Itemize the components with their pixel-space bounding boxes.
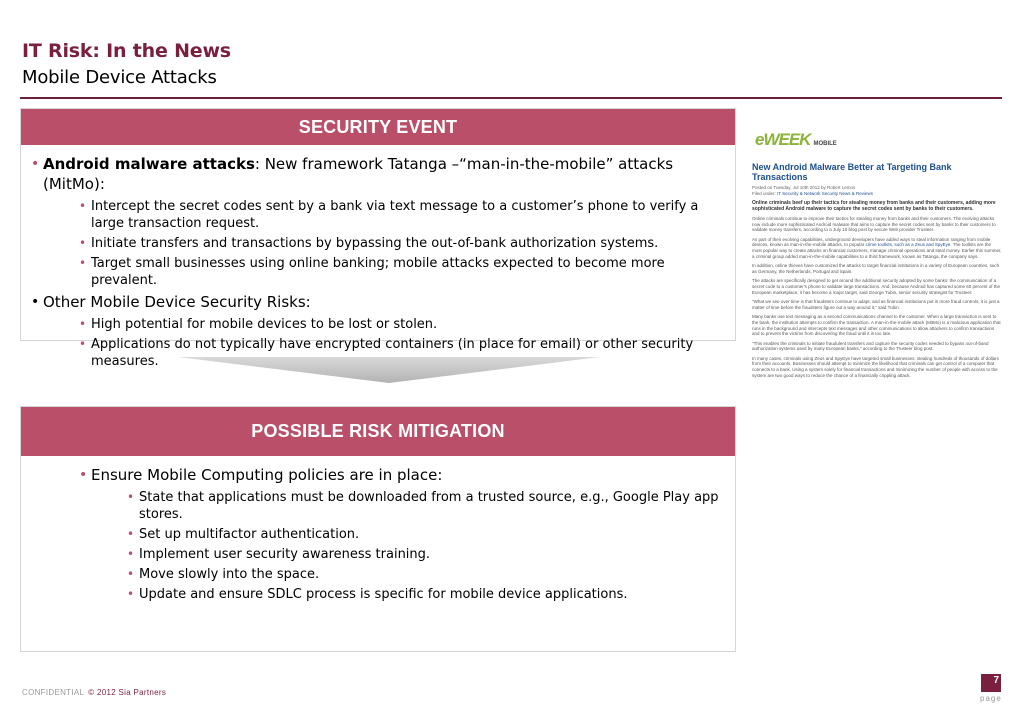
slide-subtitle: Mobile Device Attacks bbox=[22, 67, 217, 88]
article-byline: Posted on Tuesday, Jul 10th 2012 by Robert Lemos bbox=[752, 185, 856, 190]
confidential-label: CONFIDENTIAL bbox=[22, 688, 85, 697]
list-subitem: • Move slowly into the space. bbox=[21, 566, 735, 583]
article-paragraph: "What we see over time is that fraudsters continue to adapt, and as financial institutions put in more fraud controls, it is just a matter of time before the fraudsters figure out a way around it," said Tubin. bbox=[752, 299, 1000, 310]
list-subitem: • High potential for mobile devices to be lost or stolen. bbox=[21, 316, 735, 333]
article-paragraph: In many cases, criminals using Zeus and SpyEye have targeted small businesses, stealing hundreds of thousands of dollars from their accounts. Businesses should attempt to minimize the likelihood that criminals can get control of a computer that connects to a bank. Using a system solely for financial transactions and minimizing the number of people with access to the system are two good ways to reduce the chance of a financially crippling attack. bbox=[752, 355, 999, 378]
eweek-logo-text: eWEEK bbox=[755, 130, 811, 149]
list-item bbox=[21, 154, 735, 194]
page-label: page bbox=[980, 694, 1002, 703]
article-category-link[interactable]: IT Security & Network Security News & Reviews bbox=[777, 190, 873, 196]
article-filed-label: Filed under: bbox=[752, 190, 778, 196]
title-divider bbox=[20, 97, 1002, 99]
article-title: New Android Malware Better at Targeting Bank Transactions bbox=[752, 162, 952, 182]
list-subitem: • Initiate transfers and transactions by bypassing the out-of-bank authorization systems. bbox=[21, 235, 735, 252]
list-subitem: • Applications do not typically have encrypted containers (in place for email) or other security measures. bbox=[21, 336, 735, 370]
risk-mitigation-heading: POSSIBLE RISK MITIGATION bbox=[21, 407, 735, 456]
list-subitem: • State that applications must be downloaded from a trusted source, e.g., Google Play app stores. bbox=[21, 489, 735, 523]
article-lead: Online criminals beef up their tactics for stealing money from banks and their customers, adding more sophisticated Android malware to capture the secret codes sent by banks to their customers. bbox=[752, 200, 996, 212]
article-paragraph: As part of their evolving capabilities, underground developers have added ways to steal information ranging from mobile devices, known as man-in-the-mobile attacks, to popular crime toolkits, such as a Zeus and SpyEye. The toolkits are the most popular way to create attacks on financial customers, manage criminal operations and steal money. Earlier this summer, a criminal group added man-in-the-mobile capabilities to a third framework, known as Tatanga, the company says. bbox=[752, 236, 1002, 259]
list-item: • Other Mobile Device Security Risks: bbox=[21, 292, 735, 312]
footer-left bbox=[22, 688, 166, 697]
risk-mitigation-list bbox=[21, 456, 735, 603]
article-inline-link[interactable]: crime toolkits, such as a Zeus and SpyEye bbox=[865, 242, 951, 248]
article-paragraph: The attacks are specifically designed to get around the additional security adopted by some banks: the communication of a secret code to a customer's phone to validate large transactions. And, because Android has captured some 60 percent of the European marketplace, it has become a major target, said George Tubin, senior security strategist for Trusteer. bbox=[752, 278, 1001, 295]
security-event-box bbox=[20, 108, 736, 369]
android-malware-label: Android malware attacks bbox=[43, 155, 255, 173]
security-event-heading: SECURITY EVENT bbox=[21, 109, 735, 145]
slide-title: IT Risk: In the News bbox=[22, 40, 231, 62]
list-subitem: • Implement user security awareness training. bbox=[21, 546, 735, 563]
copyright-label: © 2012 Sia Partners bbox=[88, 688, 167, 697]
list-subitem: • Update and ensure SDLC process is specific for mobile device applications. bbox=[21, 586, 735, 603]
list-item: • Ensure Mobile Computing policies are in place: bbox=[21, 465, 735, 485]
android-malware-text: : New framework Tatanga –“man-in-the-mobile” attacks (MitMo): bbox=[43, 155, 674, 193]
article-paragraph: "This enables the criminals to initiate fraudulent transfers and capture the security codes needed to bypass out-of-band authorization systems used by many European banks," according to the Trusteer blog post. bbox=[752, 340, 989, 352]
eweek-logo bbox=[755, 130, 1002, 150]
news-article-clipping bbox=[752, 118, 1002, 454]
security-event-list bbox=[21, 145, 735, 370]
down-arrow-shape bbox=[178, 357, 600, 383]
eweek-logo-sub: MOBILE bbox=[813, 141, 837, 147]
article-paragraph: Online criminals continue to improve their tactics for stealing money from banks and their customers. The evolving attacks now include more sophisticated Android malware that aims to capture the secret codes sent by banks to their customers to validate money transfers, according to a July 10 blog post by secure Web provider Trusteer. bbox=[752, 216, 996, 233]
list-subitem: • Target small businesses using online banking; mobile attacks expected to become more prevalent. bbox=[21, 255, 735, 289]
page-number-badge: 7 bbox=[981, 674, 1001, 692]
list-subitem: • Set up multifactor authentication. bbox=[21, 526, 735, 543]
risk-mitigation-box bbox=[20, 406, 736, 652]
article-paragraph: Many banks use text messaging as a second communications channel to the customer. When a large transaction is sent to the bank, the institution attempts to confirm the transaction. A man-in-the-mobile attack (MitMo) is a malicious application that runs in the background and intercepts text messages and other communications to allow attackers to confirm transactions and to prevent the victims from discovering the fraud until it is too late. bbox=[752, 314, 1001, 337]
list-subitem: • Intercept the secret codes sent by a bank via text message to a customer’s phone to verify a large transaction request. bbox=[21, 198, 735, 232]
article-paragraph: In addition, online thieves have customized the attacks to target financial institutions in a variety of European countries, such as Germany, the Netherlands, Portugal and Spain. bbox=[752, 263, 1000, 274]
article-meta bbox=[752, 185, 1002, 196]
